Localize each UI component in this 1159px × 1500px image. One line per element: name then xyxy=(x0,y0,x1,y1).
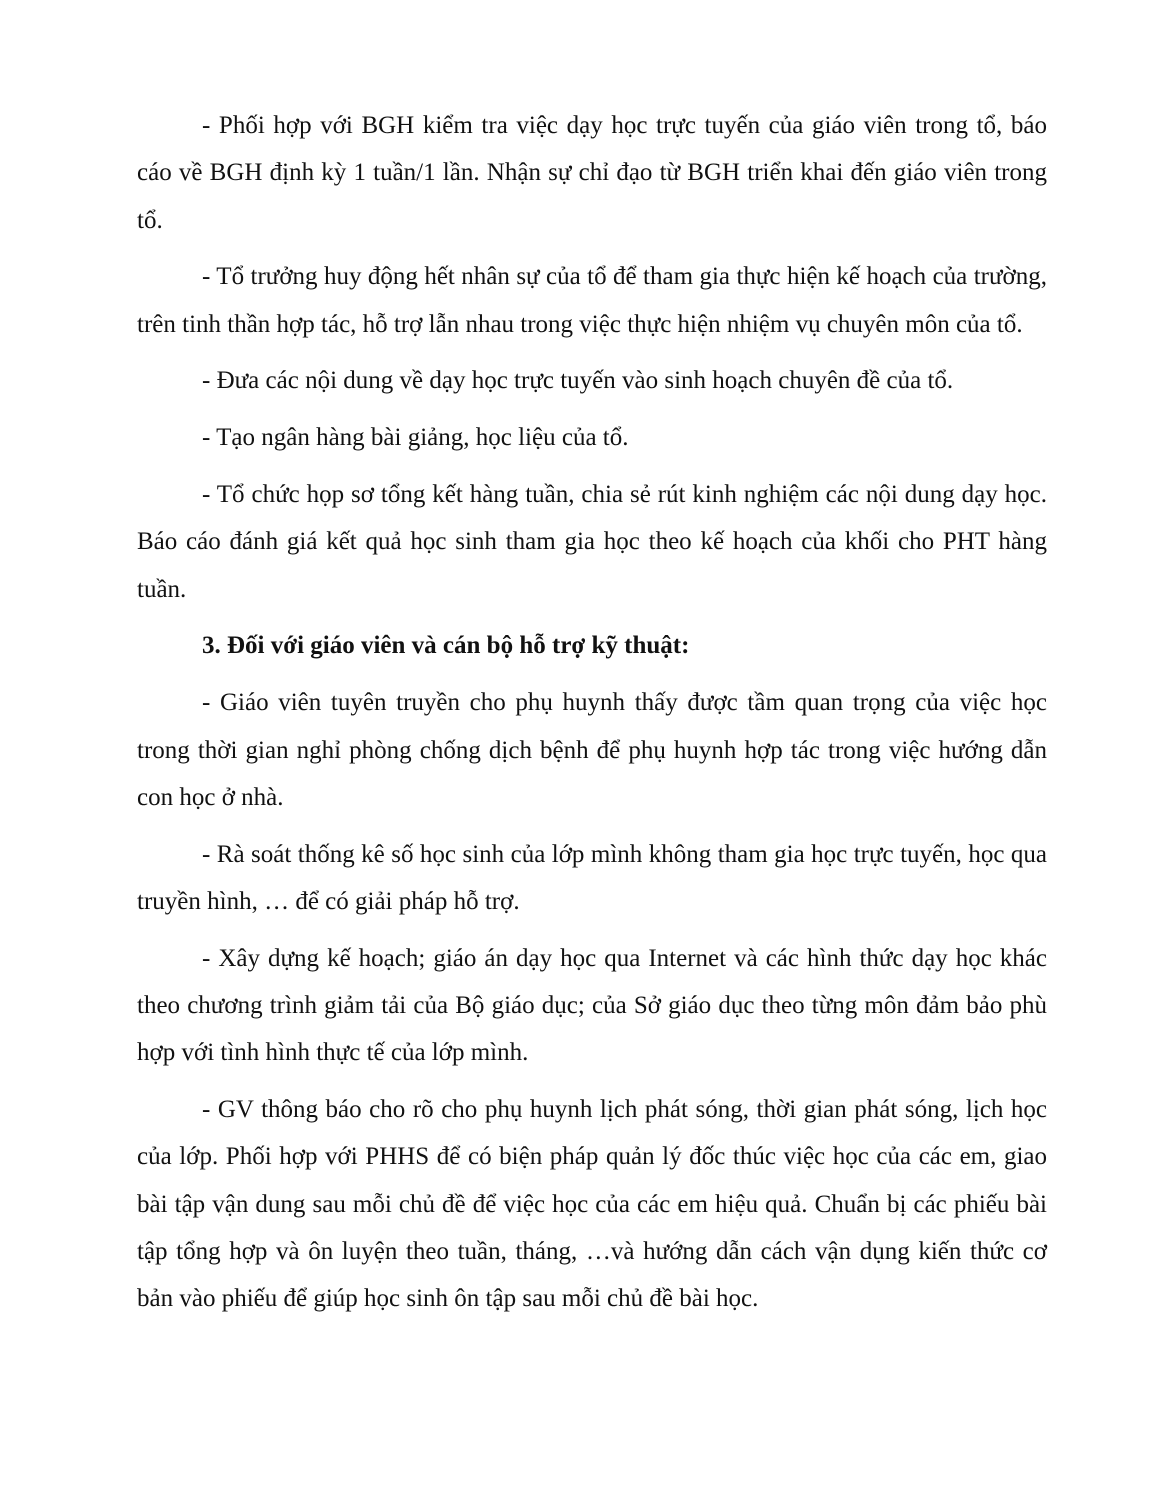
paragraph-team-leader: - Tổ trưởng huy động hết nhân sự của tổ để tham gia thực hiện kế hoạch của trường, trên tinh thần hợp tác, hỗ trợ lẫn nhau trong việc thực hiện nhiệm vụ chuyên môn của tổ. xyxy=(137,263,1047,338)
paragraph-teacher-outreach: - Giáo viên tuyên truyền cho phụ huynh thấy được tầm quan trọng của việc học trong thời gian nghỉ phòng chống dịch bệnh để phụ huynh hợp tác trong việc hướng dẫn con học ở nhà. xyxy=(137,689,1047,811)
paragraph-lesson-plan: - Xây dựng kế hoạch; giáo án dạy học qua Internet và các hình thức dạy học khác theo chương trình giảm tải của Bộ giáo dục; của Sở giáo dục theo từng môn đảm bảo phù hợp với tình hình thực tế của lớp mình. xyxy=(137,944,1047,1067)
paragraph-broadcast-schedule: - GV thông báo cho rõ cho phụ huynh lịch phát sóng, thời gian phát sóng, lịch học của lớp. Phối hợp với PHHS để có biện pháp quản lý đốc thúc việc học của các em, giao bài tập vận dung sau mỗi chủ đề để việc học của các em hiệu quả. Chuẩn bị các phiếu bài tập tổng hợp và ôn luyện theo tuần, tháng, …và hướng dẫn cách vận dụng kiến thức cơ bản vào phiếu để giúp học sinh ôn tập sau mỗi chủ đề bài học. xyxy=(137,1096,1047,1313)
paragraph-weekly-meeting: - Tổ chức họp sơ tổng kết hàng tuần, chia sẻ rút kinh nghiệm các nội dung dạy học. Báo cáo đánh giá kết quả học sinh tham gia học theo kế hoạch của khối cho PHT hàng tuần. xyxy=(137,481,1047,603)
section-heading: 3. Đối với giáo viên và cán bộ hỗ trợ kỹ thuật: xyxy=(202,632,690,660)
document-page xyxy=(137,102,1047,1332)
paragraph-lecture-bank: - Tạo ngân hàng bài giảng, học liệu của tổ. xyxy=(202,424,629,452)
paragraph-student-review: - Rà soát thống kê số học sinh của lớp mình không tham gia học trực tuyến, học qua truyền hình, … để có giải pháp hỗ trợ. xyxy=(137,840,1047,915)
paragraph-coordinate-bgh: - Phối hợp với BGH kiểm tra việc dạy học trực tuyến của giáo viên trong tổ, báo cáo về BGH định kỳ 1 tuần/1 lần. Nhận sự chỉ đạo từ BGH triển khai đến giáo viên trong tổ. xyxy=(137,112,1047,234)
paragraph-online-content: - Đưa các nội dung về dạy học trực tuyến vào sinh hoạch chuyên đề của tổ. xyxy=(202,367,954,395)
